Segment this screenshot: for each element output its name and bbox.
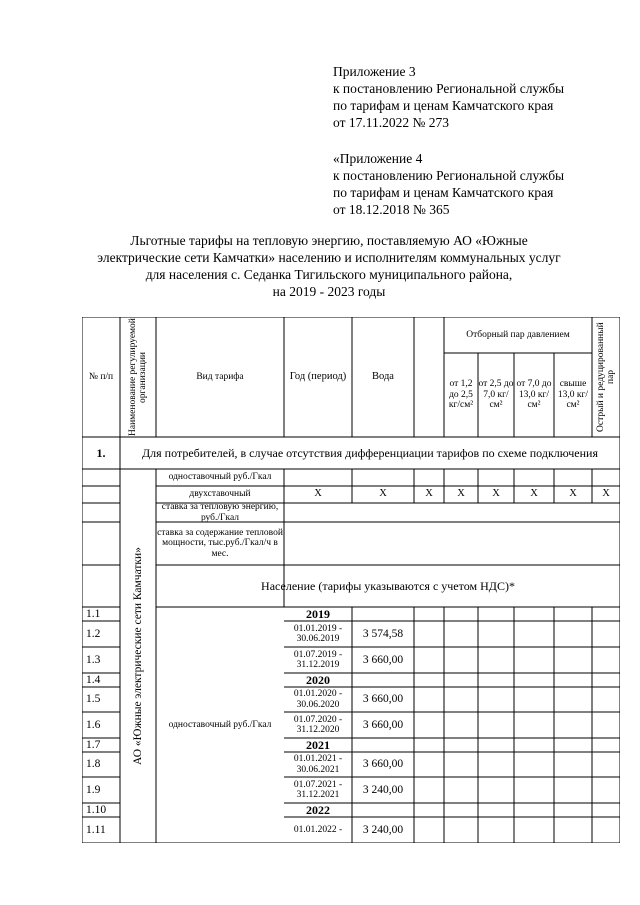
rows-tariff-type: одноставочный руб./Гкал <box>168 719 272 730</box>
header-pressure-3: от 7,0 до 13,0 кг/см² <box>516 379 552 411</box>
title-line: на 2019 - 2023 годы <box>272 284 386 299</box>
tariff-table <box>82 317 620 843</box>
row-num: 1.6 <box>86 718 101 731</box>
section-text: Для потребителей, в случае отсутствия дифференциации тарифов по схеме подключения <box>141 445 598 460</box>
appendix-3-block <box>333 63 633 131</box>
appendix-line: по тарифам и ценам Камчатского края <box>333 98 554 113</box>
appendix-line: к постановлению Региональной службы <box>333 81 565 96</box>
header-steam-group: Отборный пар давлением <box>466 329 570 340</box>
row-period: 01.01.2020 - 30.06.2020 <box>293 689 343 710</box>
row-period: 01.07.2019 - 31.12.2019 <box>293 649 343 670</box>
header-pressure-2: от 2,5 до 7,0 кг/см² <box>478 379 514 411</box>
x-mark: X <box>457 488 465 500</box>
header-pressure-1: от 1,2 до 2,5 кг/см² <box>448 379 474 411</box>
x-mark: X <box>314 488 322 500</box>
type-double: двухставочный <box>189 489 251 500</box>
header-pressure-4: свыше 13,0 кг/см² <box>557 379 589 411</box>
appendix-4-block <box>333 150 633 218</box>
row-num: 1.4 <box>86 673 101 686</box>
header-period: Год (период) <box>289 370 347 382</box>
header-org: Наименование регулируемой организации <box>128 318 148 436</box>
row-value: 3 574,58 <box>362 627 404 640</box>
row-period: 01.01.2021 - 30.06.2021 <box>293 754 343 775</box>
row-value: 3 660,00 <box>362 758 404 771</box>
row-period: 01.07.2021 - 31.12.2021 <box>293 779 343 800</box>
row-num: 1.1 <box>86 607 101 620</box>
header-sharp-steam: Острый и редуцированный пар <box>596 322 616 432</box>
appendix-line: по тарифам и ценам Камчатского края <box>333 185 554 200</box>
row-value: 3 660,00 <box>362 653 404 666</box>
appendix-line: «Приложение 4 <box>333 151 423 166</box>
row-year: 2020 <box>306 673 330 687</box>
type-single: одноставочный руб./Гкал <box>168 472 272 483</box>
type-capacity-rate: ставка за содержание тепловой мощности, тыс.руб./Гкал/ч в мес. <box>157 527 283 559</box>
row-value: 3 240,00 <box>362 823 404 836</box>
row-num: 1.11 <box>86 823 106 836</box>
row-num: 1.5 <box>86 693 101 706</box>
title-line: Льготные тарифы на тепловую энергию, поставляемую АО «Южные <box>130 233 528 248</box>
row-period: 01.01.2022 - <box>293 824 343 835</box>
appendix-line: Приложение 3 <box>333 64 416 79</box>
row-value: 3 660,00 <box>362 693 404 706</box>
header-tariff-type: Вид тарифа <box>196 371 244 382</box>
row-period: 01.01.2019 - 30.06.2019 <box>293 623 343 644</box>
header-num: № п/п <box>88 371 114 382</box>
section-num: 1. <box>96 445 106 460</box>
row-num: 1.10 <box>86 803 107 816</box>
appendix-line: от 17.11.2022 № 273 <box>333 115 449 130</box>
x-mark: X <box>379 488 387 500</box>
row-num: 1.2 <box>86 627 101 640</box>
row-value: 3 240,00 <box>362 783 404 796</box>
title-line: для населения с. Седанка Тигильского муниципального района, <box>145 267 513 282</box>
row-year: 2019 <box>306 607 330 621</box>
document-title <box>40 232 618 300</box>
row-period: 01.07.2020 - 31.12.2020 <box>293 714 343 735</box>
row-num: 1.9 <box>86 783 101 796</box>
row-num: 1.7 <box>86 738 101 751</box>
org-name: АО «Южные электрические сети Камчатки» <box>132 547 144 765</box>
x-mark: X <box>425 488 433 500</box>
appendix-line: к постановлению Региональной службы <box>333 168 565 183</box>
row-year: 2021 <box>306 738 330 752</box>
population-header: Население (тарифы указываются с учетом НДС)* <box>261 578 515 593</box>
appendix-line: от 18.12.2018 № 365 <box>333 202 450 217</box>
x-mark: X <box>530 488 538 500</box>
row-num: 1.3 <box>86 653 101 666</box>
row-num: 1.8 <box>86 758 101 771</box>
title-line: электрические сети Камчатки» населению и исполнителям коммунальных услуг <box>97 250 561 265</box>
type-heat-rate: ставка за тепловую энергию, руб./Гкал <box>161 503 279 522</box>
row-value: 3 660,00 <box>362 718 404 731</box>
x-mark: X <box>602 488 610 500</box>
header-water: Вода <box>372 370 394 382</box>
x-mark: X <box>569 488 577 500</box>
x-mark: X <box>492 488 500 500</box>
row-year: 2022 <box>306 803 330 817</box>
